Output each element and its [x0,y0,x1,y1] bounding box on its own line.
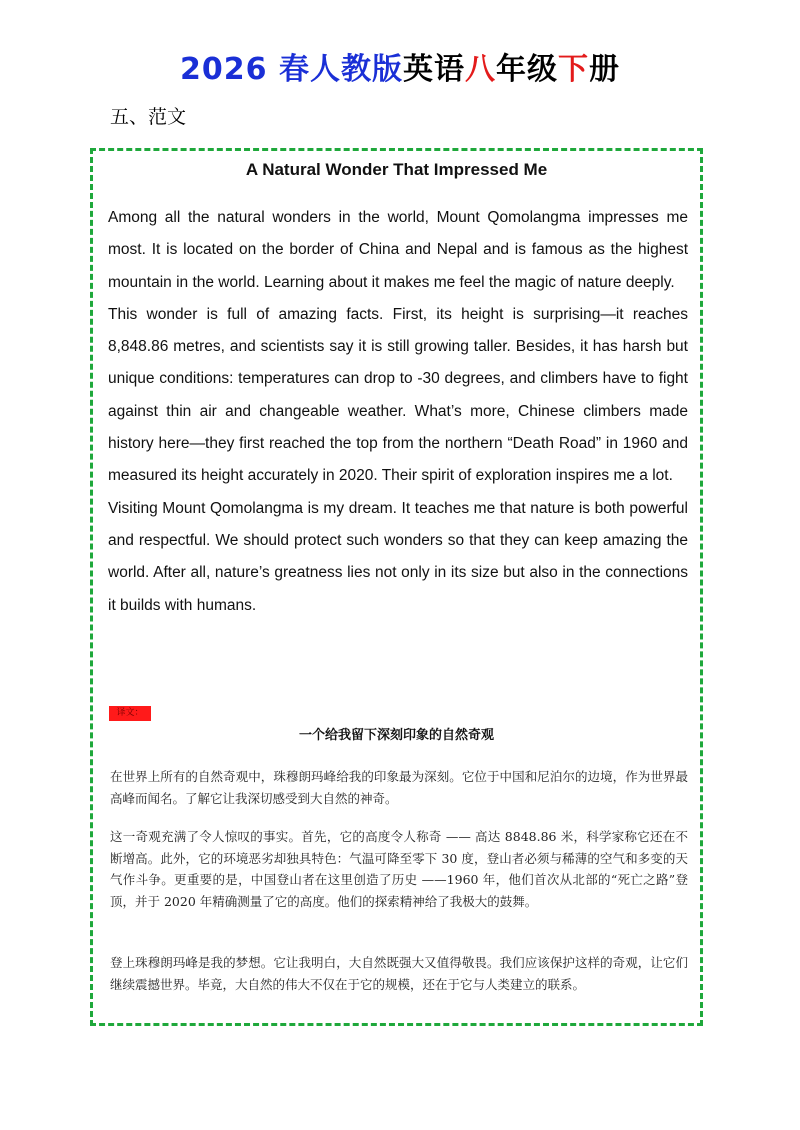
essay-paragraph: This wonder is full of amazing facts. First, its height is surprising—it reaches 8,848.86 metres, and scientists say it is still growing taller. Besides, it has harsh but unique conditions: temperatures can drop to -30 degrees, and climbers have to fight against thin air and changeable weather. What’s more, Chinese climbers made history here—they first reached the top from the northern “Death Road” in 1960 and measured its height accurately in 2020. Their spirit of exploration inspires me a lot. [108,305,688,485]
title-part-grade: 2026 春人教版 [180,52,403,87]
essay-title: A Natural Wonder That Impressed Me [245,160,548,179]
title-part-volume: 册 [588,52,620,87]
translation-paragraph: 登上珠穆朗玛峰是我的梦想。它让我明白，大自然既强大又值得敬畏。我们应该保护这样的奇观，让它们继续震撼世界。毕竟，大自然的伟大不仅在于它的规模，还在于它与人类建立的联系。 [110,955,688,992]
essay-paragraph: Among all the natural wonders in the world, Mount Qomolangma impresses me most. It is located on the border of China and Nepal and is famous as the highest mountain in the world. Learning about it makes me feel the magic of nature deeply. [108,209,688,291]
essay-body [108,202,688,622]
section-heading: 五、范文 [110,106,187,128]
translation-title: 一个给我留下深刻印象的自然奇观 [298,728,494,743]
translation-paragraph: 这一奇观充满了令人惊叹的事实。首先，它的高度令人称奇 —— 高达 8848.86 米，科学家称它还在不断增高。此外，它的环境恶劣却独具特色：气温可降至零下 30 度，登山者必须与稀薄的空气和多变的天气作斗争。更重要的是，中国登山者在这里创造了历史 ——1960 年，他们首次从北部的“死亡之路”登顶，并于 2020 年精确测量了它的高度。他们的探索精神给了我极大的鼓舞。 [110,829,688,909]
translation-tag: 译文： [109,706,151,721]
title-part-subject: 英语 [402,52,465,87]
page-title [0,44,800,88]
title-part-eight: 八 [464,52,496,87]
translation-paragraph: 在世界上所有的自然奇观中，珠穆朗玛峰给我的印象最为深刻。它位于中国和尼泊尔的边境，作为世界最高峰而闻名。了解它让我深切感受到大自然的神奇。 [110,769,688,806]
essay-paragraph: Visiting Mount Qomolangma is my dream. It teaches me that nature is both powerful and respectful. We should protect such wonders so that they can keep amazing the world. After all, nature’s greatness lies not only in its size but also in the connections it builds with humans. [108,499,688,614]
title-part-lower: 下 [557,52,589,87]
title-part-grade-word: 年级 [495,52,558,87]
